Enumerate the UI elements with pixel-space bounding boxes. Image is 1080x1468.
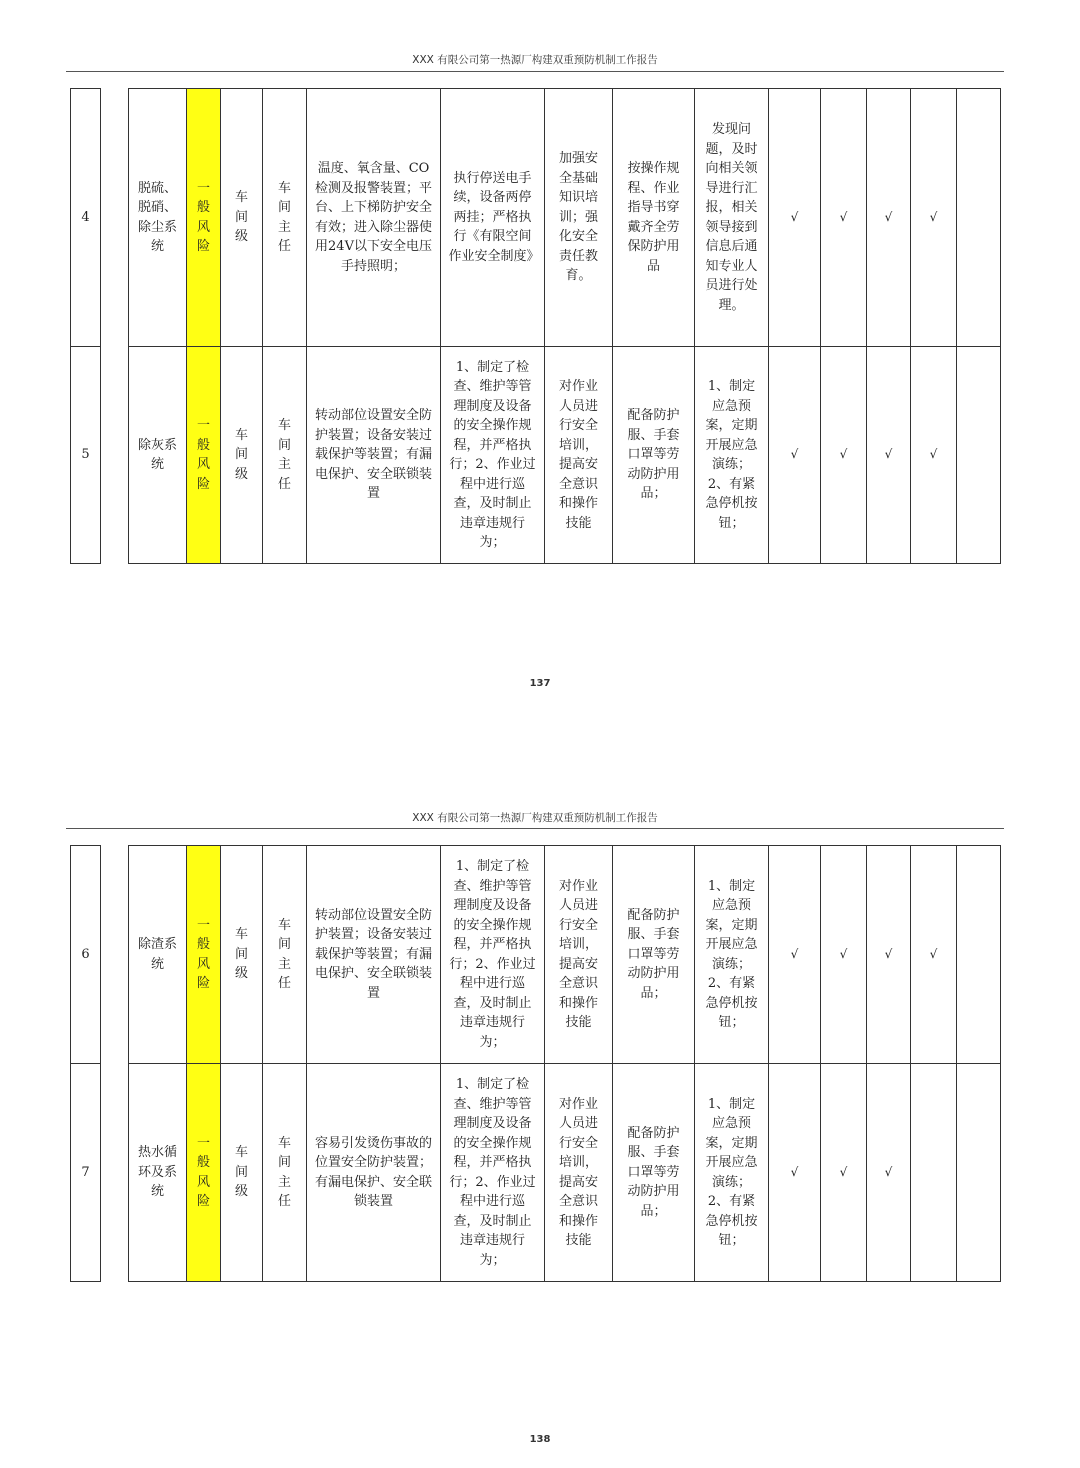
system-name-cell <box>129 347 187 564</box>
management-measures: 1、制定了检查、维护等管理制度及设备的安全操作规程，并严格执行；2、作业过程中进行巡查，及时制止违章违规行为； <box>449 859 536 1050</box>
management-measures: 1、制定了检查、维护等管理制度及设备的安全操作规程，并严格执行；2、作业过程中进行巡查，及时制止违章违规行为； <box>449 1077 536 1268</box>
system-name: 除渣系统 <box>137 937 177 972</box>
management-measures-cell <box>441 1064 545 1282</box>
check-mark: √ <box>867 846 911 1064</box>
management-measures: 1、制定了检查、维护等管理制度及设备的安全操作规程，并严格执行；2、作业过程中进行巡查，及时制止违章违规行为； <box>449 359 536 550</box>
check-mark <box>957 89 1001 347</box>
check-mark: √ <box>769 89 821 347</box>
training-cell <box>545 846 613 1064</box>
engineering-measures: 转动部位设置安全防护装置；设备安装过载保护等装置；有漏电保护、安全联锁装置 <box>314 907 432 1001</box>
risk-level-cell <box>187 347 221 564</box>
management-measures-cell <box>441 347 545 564</box>
control-level-cell <box>221 846 263 1064</box>
merged-category-cell <box>101 89 129 347</box>
ppe-measures: 配备防护服、手套口罩等劳动防护用品； <box>627 1125 680 1219</box>
control-level: 车间级 <box>234 427 248 482</box>
risk-control-table <box>70 845 1001 1282</box>
responsible-cell <box>263 846 307 1064</box>
engineering-measures: 转动部位设置安全防护装置；设备安装过载保护等装置；有漏电保护、安全联锁装置 <box>314 408 432 502</box>
training-measures: 对作业人员进行安全培训，提高安全意识和操作技能 <box>558 379 598 531</box>
check-mark <box>957 846 1001 1064</box>
risk-level-cell <box>187 1064 221 1282</box>
risk-level-cell <box>187 89 221 347</box>
check-mark: √ <box>911 89 957 347</box>
training-cell <box>545 347 613 564</box>
system-name: 除灰系统 <box>137 437 177 472</box>
system-name-cell <box>129 1064 187 1282</box>
engineering-measures-cell <box>307 1064 441 1282</box>
engineering-measures: 容易引发烫伤事故的位置安全防护装置；有漏电保护、安全联锁装置 <box>314 1135 432 1209</box>
training-cell <box>545 89 613 347</box>
ppe-measures: 按操作规程、作业指导书穿戴齐全劳保防护用品 <box>627 161 680 274</box>
header-rule <box>66 828 1004 829</box>
table-row <box>71 846 1001 1064</box>
control-level-cell <box>221 89 263 347</box>
responsible-person: 车间主任 <box>277 1135 291 1209</box>
ppe-cell <box>613 846 695 1064</box>
ppe-measures: 配备防护服、手套口罩等劳动防护用品； <box>627 408 680 502</box>
page-number: 137 <box>529 678 551 689</box>
system-name: 热水循环及系统 <box>137 1145 177 1200</box>
training-cell <box>545 1064 613 1282</box>
ppe-cell <box>613 347 695 564</box>
risk-level: 一般风险 <box>196 180 210 254</box>
risk-level-cell <box>187 846 221 1064</box>
check-mark: √ <box>867 1064 911 1282</box>
check-mark: √ <box>769 846 821 1064</box>
check-mark: √ <box>821 1064 867 1282</box>
engineering-measures-cell <box>307 89 441 347</box>
merged-category-cell <box>101 846 129 1064</box>
check-mark <box>911 1064 957 1282</box>
row-number: 6 <box>71 846 101 1064</box>
system-name-cell <box>129 846 187 1064</box>
training-measures: 对作业人员进行安全培训，提高安全意识和操作技能 <box>558 1096 598 1248</box>
responsible-person: 车间主任 <box>277 180 291 254</box>
emergency-measures: 1、制定应急预案，定期开展应急演练；2、有紧急停机按钮； <box>705 379 758 531</box>
header-rule <box>66 71 1004 72</box>
responsible-person: 车间主任 <box>277 418 291 492</box>
emergency-measures: 发现问题，及时向相关领导进行汇报，相关领导接到信息后通知专业人员进行处理。 <box>705 122 758 313</box>
engineering-measures: 温度、氧含量、CO检测及报警装置；平台、上下梯防护安全有效；进入除尘器使用24V以下安全电压手持照明； <box>314 161 432 274</box>
page-header-title: XXX 有限公司第一热源厂构建双重预防机制工作报告 <box>412 812 658 824</box>
check-mark <box>957 1064 1001 1282</box>
control-level: 车间级 <box>234 1145 248 1200</box>
management-measures-cell <box>441 89 545 347</box>
check-mark: √ <box>911 846 957 1064</box>
table-row <box>71 1064 1001 1282</box>
ppe-cell <box>613 1064 695 1282</box>
check-mark: √ <box>867 89 911 347</box>
merged-category-cell <box>101 347 129 564</box>
control-level: 车间级 <box>234 927 248 982</box>
check-mark: √ <box>821 89 867 347</box>
check-mark <box>957 347 1001 564</box>
system-name-cell <box>129 89 187 347</box>
risk-control-table <box>70 88 1001 564</box>
risk-level: 一般风险 <box>196 917 210 991</box>
page-number: 138 <box>529 1434 551 1445</box>
check-mark: √ <box>769 347 821 564</box>
engineering-measures-cell <box>307 347 441 564</box>
check-mark: √ <box>821 846 867 1064</box>
management-measures: 执行停送电手续，设备两停两挂；严格执行《有限空间作业安全制度》 <box>448 170 540 264</box>
control-level: 车间级 <box>234 190 248 245</box>
responsible-cell <box>263 347 307 564</box>
check-mark: √ <box>769 1064 821 1282</box>
emergency-measures: 1、制定应急预案，定期开展应急演练；2、有紧急停机按钮； <box>705 878 758 1030</box>
emergency-cell <box>695 89 769 347</box>
merged-category-cell <box>101 1064 129 1282</box>
control-level-cell <box>221 1064 263 1282</box>
check-mark: √ <box>821 347 867 564</box>
risk-level: 一般风险 <box>196 418 210 492</box>
training-measures: 对作业人员进行安全培训，提高安全意识和操作技能 <box>558 878 598 1030</box>
ppe-cell <box>613 89 695 347</box>
responsible-person: 车间主任 <box>277 917 291 991</box>
check-mark: √ <box>911 347 957 564</box>
row-number: 7 <box>71 1064 101 1282</box>
row-number: 4 <box>71 89 101 347</box>
responsible-cell <box>263 89 307 347</box>
table-row <box>71 347 1001 564</box>
ppe-measures: 配备防护服、手套口罩等劳动防护用品； <box>627 907 680 1001</box>
emergency-measures: 1、制定应急预案，定期开展应急演练；2、有紧急停机按钮； <box>705 1096 758 1248</box>
check-mark: √ <box>867 347 911 564</box>
page-header-title: XXX 有限公司第一热源厂构建双重预防机制工作报告 <box>412 54 658 66</box>
risk-level: 一般风险 <box>196 1135 210 1209</box>
training-measures: 加强安全基础知识培训；强化安全责任教育。 <box>558 151 598 284</box>
control-level-cell <box>221 347 263 564</box>
system-name: 脱硫、脱硝、除尘系统 <box>137 180 177 254</box>
row-number: 5 <box>71 347 101 564</box>
emergency-cell <box>695 347 769 564</box>
engineering-measures-cell <box>307 846 441 1064</box>
responsible-cell <box>263 1064 307 1282</box>
emergency-cell <box>695 846 769 1064</box>
management-measures-cell <box>441 846 545 1064</box>
table-row <box>71 89 1001 347</box>
emergency-cell <box>695 1064 769 1282</box>
